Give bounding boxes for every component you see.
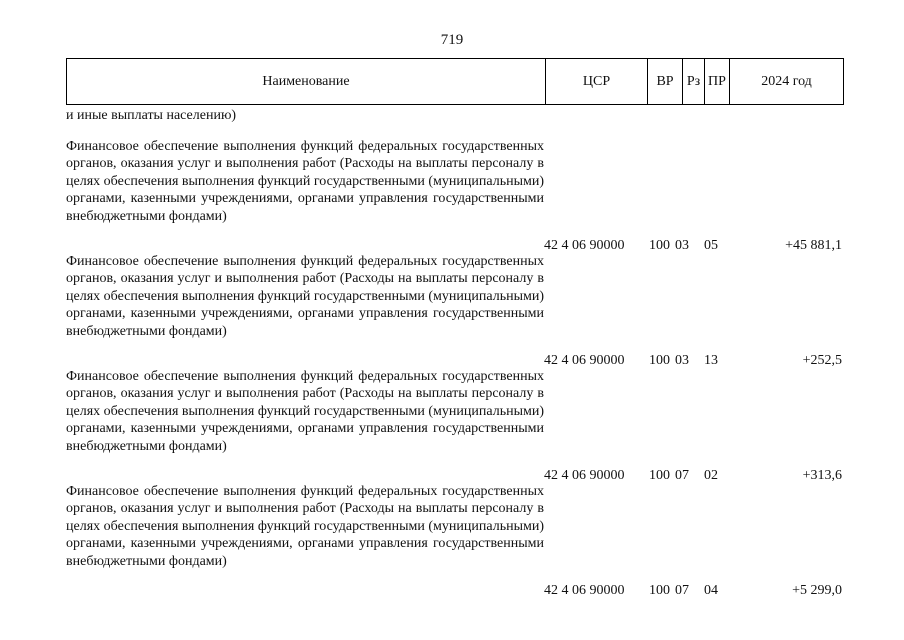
header-csr: ЦСР xyxy=(545,59,647,104)
row-vr: 100 xyxy=(649,583,670,598)
row-pr: 04 xyxy=(704,583,718,598)
row-name: Финансовое обеспечение выполнения функций федеральных государственных органов, оказания услуг и выполнения работ (Расходы на выплаты персоналу в целях обеспечения выполнения функций государственными (муниципальными) органами, казенными учреждениями, органами управления государственными внебюджетными фондами) xyxy=(66,484,544,569)
header-rz: Рз xyxy=(682,59,704,104)
header-vr: ВР xyxy=(647,59,682,104)
row-pr: 13 xyxy=(704,353,718,368)
row-rz: 07 xyxy=(675,468,689,483)
table-row xyxy=(66,138,844,256)
carryover-text: и иные выплаты населению) xyxy=(66,108,237,123)
row-name: Финансовое обеспечение выполнения функций федеральных государственных органов, оказания услуг и выполнения работ (Расходы на выплаты персоналу в целях обеспечения выполнения функций государственными (муниципальными) органами, казенными учреждениями, органами управления государственными внебюджетными фондами) xyxy=(66,139,544,224)
row-name: Финансовое обеспечение выполнения функций федеральных государственных органов, оказания услуг и выполнения работ (Расходы на выплаты персоналу в целях обеспечения выполнения функций государственными (муниципальными) органами, казенными учреждениями, органами управления государственными внебюджетными фондами) xyxy=(66,369,544,454)
table-header xyxy=(66,58,844,105)
row-csr: 42 4 06 90000 xyxy=(544,353,625,368)
row-csr: 42 4 06 90000 xyxy=(544,468,625,483)
row-vr: 100 xyxy=(649,238,670,253)
row-pr: 02 xyxy=(704,468,718,483)
row-amount: +5 299,0 xyxy=(792,583,842,598)
row-rz: 03 xyxy=(675,238,689,253)
row-vr: 100 xyxy=(649,468,670,483)
row-amount: +45 881,1 xyxy=(785,238,842,253)
header-name: Наименование xyxy=(262,74,350,89)
row-rz: 03 xyxy=(675,353,689,368)
header-year: 2024 год xyxy=(729,59,843,104)
page-number: 719 xyxy=(440,32,464,48)
table-row xyxy=(66,253,844,371)
header-pr: ПР xyxy=(704,59,729,104)
row-amount: +252,5 xyxy=(802,353,842,368)
table-row xyxy=(66,483,844,601)
row-name: Финансовое обеспечение выполнения функций федеральных государственных органов, оказания услуг и выполнения работ (Расходы на выплаты персоналу в целях обеспечения выполнения функций государственными (муниципальными) органами, казенными учреждениями, органами управления государственными внебюджетными фондами) xyxy=(66,254,544,339)
table-row xyxy=(66,368,844,486)
row-amount: +313,6 xyxy=(802,468,842,483)
row-csr: 42 4 06 90000 xyxy=(544,583,625,598)
row-rz: 07 xyxy=(675,583,689,598)
row-vr: 100 xyxy=(649,353,670,368)
row-pr: 05 xyxy=(704,238,718,253)
row-csr: 42 4 06 90000 xyxy=(544,238,625,253)
